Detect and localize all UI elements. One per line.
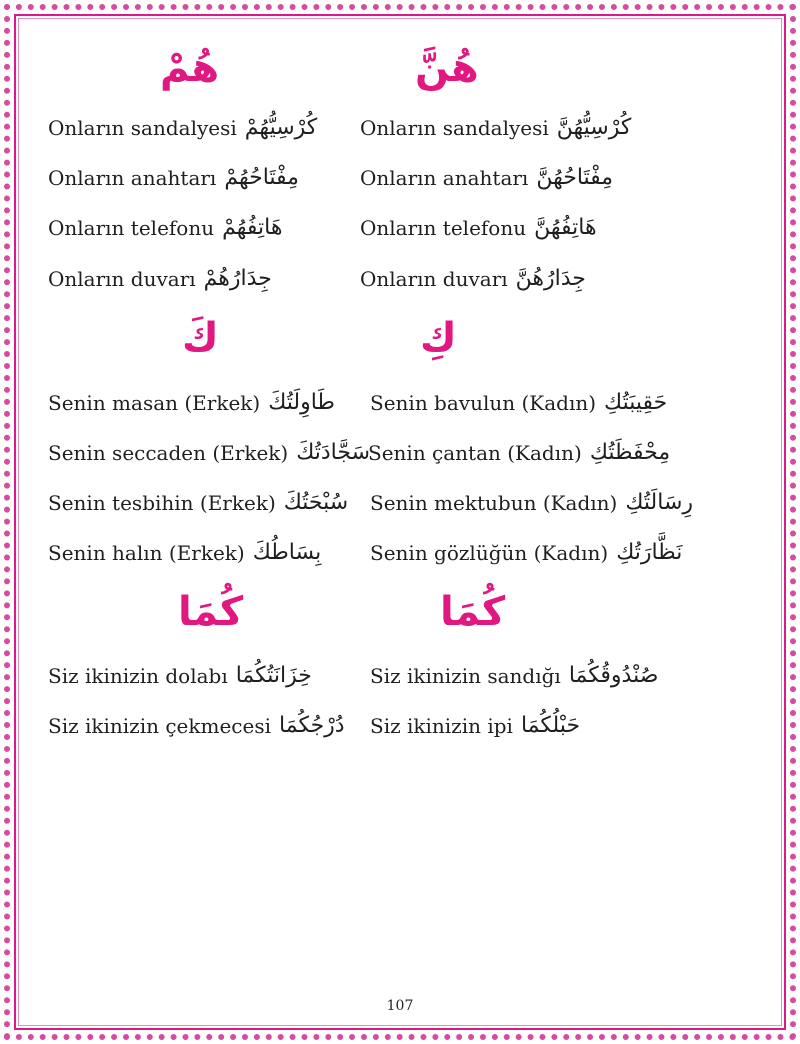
arabic-text: حَبْلُكُمَا: [520, 713, 581, 738]
list-item: [48, 665, 312, 687]
turkish-text: Siz ikinizin sandığı: [370, 664, 561, 688]
turkish-text: Senin gözlüğün (Kadın): [370, 541, 609, 565]
turkish-text: Onların duvarı: [48, 267, 196, 291]
arabic-text: مِفْتَاحُهُمْ: [224, 165, 299, 190]
arabic-text: كُرْسِيُّهُمْ: [244, 115, 318, 140]
list-item: [48, 492, 348, 514]
list-item: [370, 665, 658, 687]
arabic-text: رِسَالَتُكِ: [625, 490, 694, 515]
turkish-text: Siz ikinizin dolabı: [48, 664, 228, 688]
arabic-text: كُرْسِيُّهُنَّ: [556, 115, 632, 140]
arabic-text: طَاوِلَتُكَ: [268, 390, 335, 415]
turkish-text: Senin seccaden (Erkek): [48, 441, 289, 465]
arabic-text: حَقِيبَتُكِ: [604, 390, 668, 415]
list-item: [370, 715, 580, 737]
list-item: [48, 542, 321, 564]
arabic-text: مِفْتَاحُهُنَّ: [536, 165, 614, 190]
list-item: [370, 492, 693, 514]
turkish-text: Onların telefonu: [48, 216, 215, 240]
arabic-text: بِسَاطُكَ: [252, 540, 322, 565]
arabic-text: جِدَارُهُمْ: [203, 266, 272, 291]
list-item: [48, 392, 335, 414]
turkish-text: Senin tesbihin (Erkek): [48, 491, 276, 515]
section3-left-heading: كُمَا: [178, 589, 244, 635]
turkish-text: Senin mektubun (Kadın): [370, 491, 618, 515]
section3-right-heading: كُمَا: [440, 589, 506, 635]
turkish-text: Onların telefonu: [360, 216, 527, 240]
turkish-text: Senin bavulun (Kadın): [370, 391, 597, 415]
list-item: [48, 117, 317, 139]
turkish-text: Onların duvarı: [360, 267, 508, 291]
section1-right-heading: هُنَّ: [415, 45, 479, 91]
section2-left-heading: كَ: [182, 315, 219, 361]
arabic-text: سُبْحَتُكَ: [283, 490, 349, 515]
page-number: 107: [386, 998, 414, 1014]
turkish-text: Senin masan (Erkek): [48, 391, 261, 415]
turkish-text: Onların sandalyesi: [48, 116, 237, 140]
arabic-text: هَاتِفُهُمْ: [222, 215, 283, 240]
arabic-text: جِدَارُهُنَّ: [515, 266, 586, 291]
list-item: [360, 268, 586, 290]
list-item: [368, 442, 670, 464]
list-item: [48, 167, 299, 189]
list-item: [48, 217, 282, 239]
list-item: [360, 217, 597, 239]
turkish-text: Siz ikinizin ipi: [370, 714, 513, 738]
arabic-text: نَظَّارَتُكِ: [616, 540, 683, 565]
arabic-text: سَجَّادَتُكَ: [296, 440, 371, 465]
list-item: [360, 117, 631, 139]
turkish-text: Onların sandalyesi: [360, 116, 549, 140]
section2-right-heading: كِ: [420, 315, 457, 361]
arabic-text: صُنْدُوقُكُمَا: [568, 663, 659, 688]
turkish-text: Siz ikinizin çekmecesi: [48, 714, 272, 738]
list-item: [48, 715, 345, 737]
arabic-text: مِحْفَظَتُكِ: [589, 440, 671, 465]
turkish-text: Onların anahtarı: [360, 166, 529, 190]
arabic-text: دُرْجُكُمَا: [279, 713, 345, 738]
turkish-text: Senin halın (Erkek): [48, 541, 245, 565]
arabic-text: هَاتِفُهُنَّ: [534, 215, 597, 240]
list-item: [360, 167, 613, 189]
turkish-text: Onların anahtarı: [48, 166, 217, 190]
turkish-text: Senin çantan (Kadın): [368, 441, 582, 465]
list-item: [48, 442, 370, 464]
list-item: [48, 268, 272, 290]
list-item: [370, 392, 667, 414]
list-item: [370, 542, 682, 564]
arabic-text: خِزَانَتُكُمَا: [235, 663, 312, 688]
section1-left-heading: هُمْ: [160, 45, 220, 91]
